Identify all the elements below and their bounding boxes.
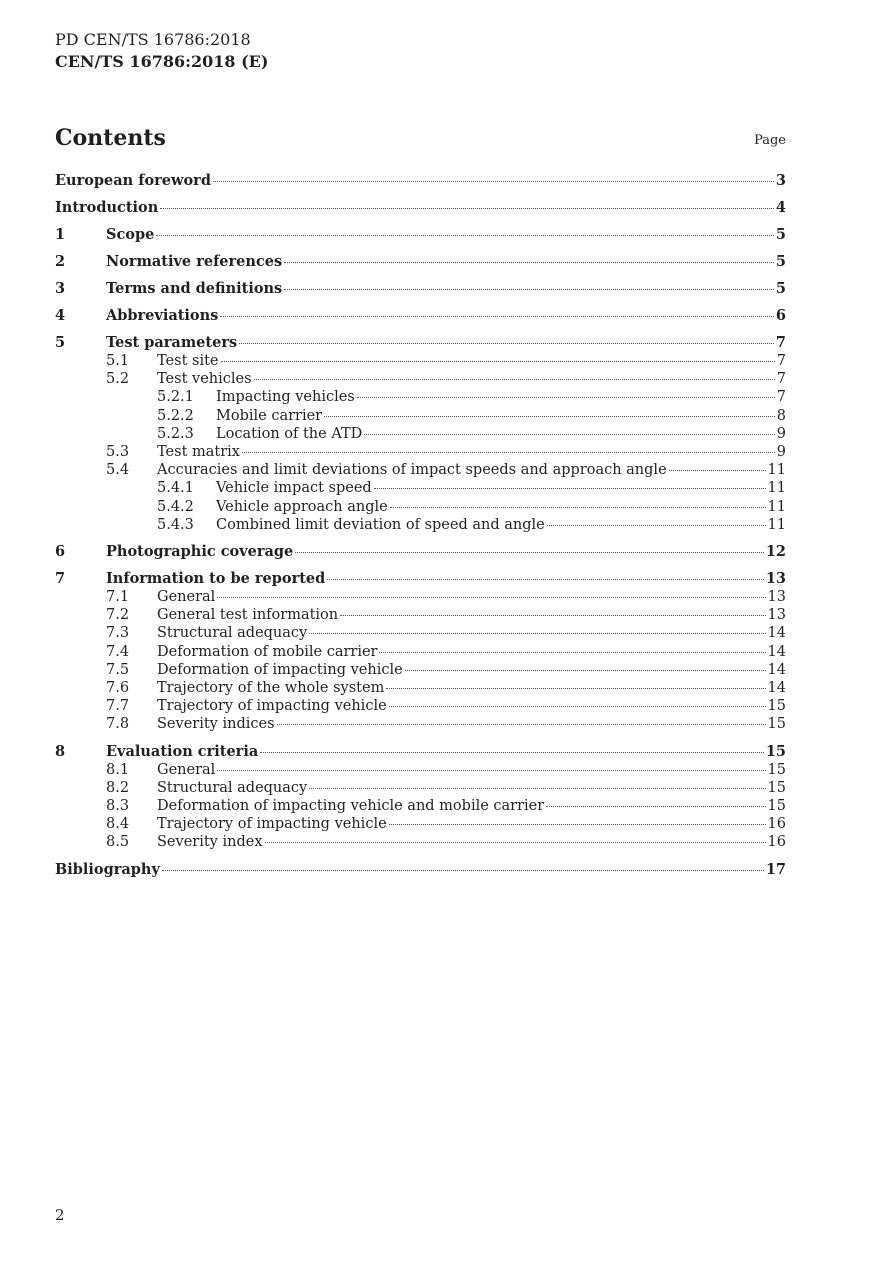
toc-entry-page: 14 <box>767 625 786 642</box>
toc-entry[interactable] <box>55 779 786 797</box>
toc-entry-page: 12 <box>765 543 786 561</box>
toc-entry-page: 13 <box>765 570 786 588</box>
toc-dot-leader <box>364 433 774 435</box>
toc-dot-leader <box>546 805 765 807</box>
toc-entry-title: General <box>157 761 216 778</box>
toc-entry-number: 5.2.2 <box>157 407 194 424</box>
toc-entry-page: 7 <box>776 371 786 388</box>
toc-dot-leader <box>669 469 766 471</box>
toc-entry-title: Vehicle impact speed <box>216 480 372 497</box>
toc-entry-title: Test parameters <box>106 334 238 351</box>
toc-entry-page: 15 <box>767 761 786 778</box>
toc-entry-number: 5.1 <box>106 353 130 369</box>
toc-entry[interactable] <box>55 643 786 661</box>
toc-dot-leader <box>213 180 774 182</box>
toc-entry-page: 5 <box>775 280 786 297</box>
toc-entry-number: 7.8 <box>106 716 130 733</box>
toc-entry[interactable] <box>55 715 786 733</box>
toc-entry-title: General <box>157 589 216 606</box>
toc-entry-title: Trajectory of the whole system <box>157 680 385 697</box>
toc-entry-number: 7.6 <box>106 680 130 697</box>
toc-entry-number: 3 <box>55 280 66 297</box>
document-header <box>55 29 268 73</box>
page-number: 2 <box>55 1206 65 1224</box>
toc-entry[interactable] <box>55 570 786 588</box>
toc-dot-leader <box>340 614 765 616</box>
toc-dot-leader <box>260 751 764 753</box>
toc-dot-leader <box>242 451 775 453</box>
toc-entry-page: 15 <box>767 779 786 796</box>
toc-entry-number: 8.2 <box>106 779 130 796</box>
toc-entry-number: 8.5 <box>106 834 130 851</box>
toc-dot-leader <box>379 651 765 653</box>
toc-entry-page: 9 <box>776 425 786 442</box>
toc-entry-number: 7.1 <box>106 589 130 606</box>
toc-entry-number: 5.2.1 <box>157 389 194 406</box>
toc-entry[interactable] <box>55 253 786 271</box>
toc-dot-leader <box>277 723 766 725</box>
document-id-edition: CEN/TS 16786:2018 (E) <box>55 52 269 71</box>
toc-dot-leader <box>220 315 774 317</box>
toc-entry[interactable] <box>55 661 786 679</box>
toc-entry-number: 8.1 <box>106 761 130 778</box>
toc-entry-number: 2 <box>55 253 66 270</box>
toc-entry[interactable] <box>55 833 786 851</box>
toc-entry-page: 13 <box>767 607 786 624</box>
toc-entry-number: 8.4 <box>106 816 130 833</box>
toc-entry-page: 15 <box>767 798 786 815</box>
toc-entry[interactable] <box>55 370 786 388</box>
toc-dot-leader <box>389 823 766 825</box>
toc-entry-page: 16 <box>767 834 786 851</box>
toc-dot-leader <box>357 396 775 398</box>
toc-entry[interactable] <box>55 743 786 761</box>
toc-entry-title: Structural adequacy <box>157 625 308 642</box>
toc-entry-number: 7.5 <box>106 661 130 678</box>
toc-entry-page: 15 <box>767 698 786 715</box>
toc-entry-title: Severity indices <box>157 716 275 733</box>
toc-entry-number: 7.2 <box>106 607 130 624</box>
toc-entry-title: Trajectory of impacting vehicle <box>157 698 387 715</box>
toc-dot-leader <box>265 841 766 843</box>
toc-entry[interactable] <box>55 624 786 642</box>
toc-entry[interactable] <box>55 352 786 370</box>
toc-entry[interactable] <box>55 226 786 244</box>
toc-dot-leader <box>327 578 764 580</box>
toc-entry-number: 5.2.3 <box>157 425 194 442</box>
toc-entry-title: Mobile carrier <box>216 407 323 424</box>
toc-entry-page: 14 <box>767 643 786 660</box>
toc-dot-leader <box>309 632 765 634</box>
toc-entry-page: 3 <box>775 172 786 189</box>
toc-dot-leader <box>284 288 774 290</box>
toc-entry-number: 5.4.1 <box>157 480 194 497</box>
toc-dot-leader <box>386 687 765 689</box>
toc-dot-leader <box>389 705 766 707</box>
toc-dot-leader <box>217 596 765 598</box>
toc-dot-leader <box>160 207 774 209</box>
document-id: PD CEN/TS 16786:2018 <box>55 30 251 49</box>
toc-entry-title: Information to be reported <box>106 570 326 588</box>
toc-entry-number: 6 <box>55 543 66 561</box>
toc-dot-leader <box>547 524 766 526</box>
toc-dot-leader <box>324 415 775 417</box>
toc-entry[interactable] <box>55 697 786 715</box>
toc-entry-title: Introduction <box>55 199 159 216</box>
toc-entry-number: 1 <box>55 226 66 243</box>
toc-entry[interactable] <box>55 479 786 497</box>
toc-entry-number: 7.7 <box>106 698 130 715</box>
toc-entry-page: 5 <box>775 226 786 243</box>
toc-entry-title: Abbreviations <box>106 307 219 324</box>
toc-entry-number: 7 <box>55 570 66 588</box>
toc-entry-page: 7 <box>776 389 786 406</box>
toc-entry-title: Deformation of impacting vehicle and mobile carrier <box>157 798 545 815</box>
toc-entry-title: General test information <box>157 607 339 624</box>
toc-entry-page: 7 <box>776 353 786 369</box>
toc-dot-leader <box>162 869 764 871</box>
toc-dot-leader <box>390 506 766 508</box>
toc-entry-page: 11 <box>767 462 786 479</box>
toc-entry[interactable] <box>55 334 786 352</box>
toc-dot-leader <box>405 669 766 671</box>
toc-entry-title: Bibliography <box>55 860 160 878</box>
toc-entry-title: Test vehicles <box>157 371 252 388</box>
toc-entry[interactable] <box>55 280 786 298</box>
toc-entry[interactable] <box>55 461 786 479</box>
toc-entry[interactable] <box>55 588 786 606</box>
toc-entry-number: 4 <box>55 307 66 324</box>
toc-entry[interactable] <box>55 443 786 461</box>
toc-entry[interactable] <box>55 425 786 443</box>
toc-entry-number: 5.3 <box>106 444 130 461</box>
toc-entry-title: Combined limit deviation of speed and angle <box>216 516 545 533</box>
toc-entry-number: 5.4.2 <box>157 498 194 515</box>
toc-entry[interactable] <box>55 861 786 879</box>
toc-entry-page: 15 <box>767 716 786 733</box>
toc-entry-page: 14 <box>767 680 786 697</box>
page-column-label: Page <box>754 133 786 148</box>
toc-entry-page: 11 <box>767 516 786 533</box>
toc-entry-title: Test matrix <box>157 444 240 461</box>
toc-dot-leader <box>374 487 766 489</box>
toc-dot-leader <box>221 360 775 362</box>
toc-entry-title: Evaluation criteria <box>106 742 259 760</box>
toc-entry-page: 13 <box>767 589 786 606</box>
toc-entry[interactable] <box>55 172 786 190</box>
toc-entry-number: 7.4 <box>106 643 130 660</box>
toc-entry[interactable] <box>55 761 786 779</box>
toc-entry-title: Accuracies and limit deviations of impact speeds and approach angle <box>157 462 667 479</box>
toc-entry-number: 5 <box>55 334 66 351</box>
toc-dot-leader <box>217 769 765 771</box>
toc-entry[interactable] <box>55 815 786 833</box>
toc-entry-title: Normative references <box>106 253 283 270</box>
toc-entry-title: Structural adequacy <box>157 779 308 796</box>
toc-entry-number: 8.3 <box>106 798 130 815</box>
toc-dot-leader <box>254 378 775 380</box>
toc-entry[interactable] <box>55 199 786 217</box>
toc-dot-leader <box>295 551 764 553</box>
toc-entry-page: 7 <box>775 334 786 351</box>
toc-dot-leader <box>156 234 774 236</box>
toc-entry-page: 4 <box>775 199 786 216</box>
toc-entry[interactable] <box>55 543 786 561</box>
toc-entry-title: Severity index <box>157 834 263 851</box>
toc-entry-title: Impacting vehicles <box>216 389 355 406</box>
toc-entry-number: 8 <box>55 742 66 760</box>
contents-heading: Contents <box>55 125 166 151</box>
toc-entry-page: 17 <box>765 860 786 878</box>
toc-entry-page: 6 <box>775 307 786 324</box>
toc-entry-title: Test site <box>157 353 219 369</box>
toc-entry[interactable] <box>55 388 786 406</box>
toc-entry-title: Deformation of impacting vehicle <box>157 661 403 678</box>
toc-dot-leader <box>284 261 774 263</box>
toc-entry-page: 15 <box>765 742 786 760</box>
toc-entry[interactable] <box>55 407 786 425</box>
toc-entry[interactable] <box>55 307 786 325</box>
toc-entry-page: 9 <box>776 444 786 461</box>
toc-entry-title: Deformation of mobile carrier <box>157 643 378 660</box>
toc-entry-title: Photographic coverage <box>106 543 294 561</box>
toc-entry-page: 11 <box>767 498 786 515</box>
toc-entry[interactable] <box>55 498 786 516</box>
toc-dot-leader <box>309 787 765 789</box>
toc-entry-page: 16 <box>767 816 786 833</box>
toc-entry-number: 7.3 <box>106 625 130 642</box>
toc-entry-title: Vehicle approach angle <box>216 498 388 515</box>
toc-entry-number: 5.2 <box>106 371 130 388</box>
toc-entry-title: Trajectory of impacting vehicle <box>157 816 387 833</box>
toc-entry[interactable] <box>55 606 786 624</box>
toc-entry-page: 5 <box>775 253 786 270</box>
toc-entry-page: 11 <box>767 480 786 497</box>
toc-entry[interactable] <box>55 797 786 815</box>
toc-entry-title: Terms and definitions <box>106 280 283 297</box>
toc-entry[interactable] <box>55 516 786 534</box>
toc-entry-title: Scope <box>106 226 155 243</box>
toc-entry[interactable] <box>55 679 786 697</box>
toc-entry-title: Location of the ATD <box>216 425 363 442</box>
toc-entry-page: 14 <box>767 661 786 678</box>
toc-entry-number: 5.4 <box>106 462 130 479</box>
toc-dot-leader <box>239 342 774 344</box>
toc-entry-page: 8 <box>776 407 786 424</box>
table-of-contents <box>55 172 786 879</box>
toc-entry-number: 5.4.3 <box>157 516 194 533</box>
toc-entry-title: European foreword <box>55 172 211 189</box>
